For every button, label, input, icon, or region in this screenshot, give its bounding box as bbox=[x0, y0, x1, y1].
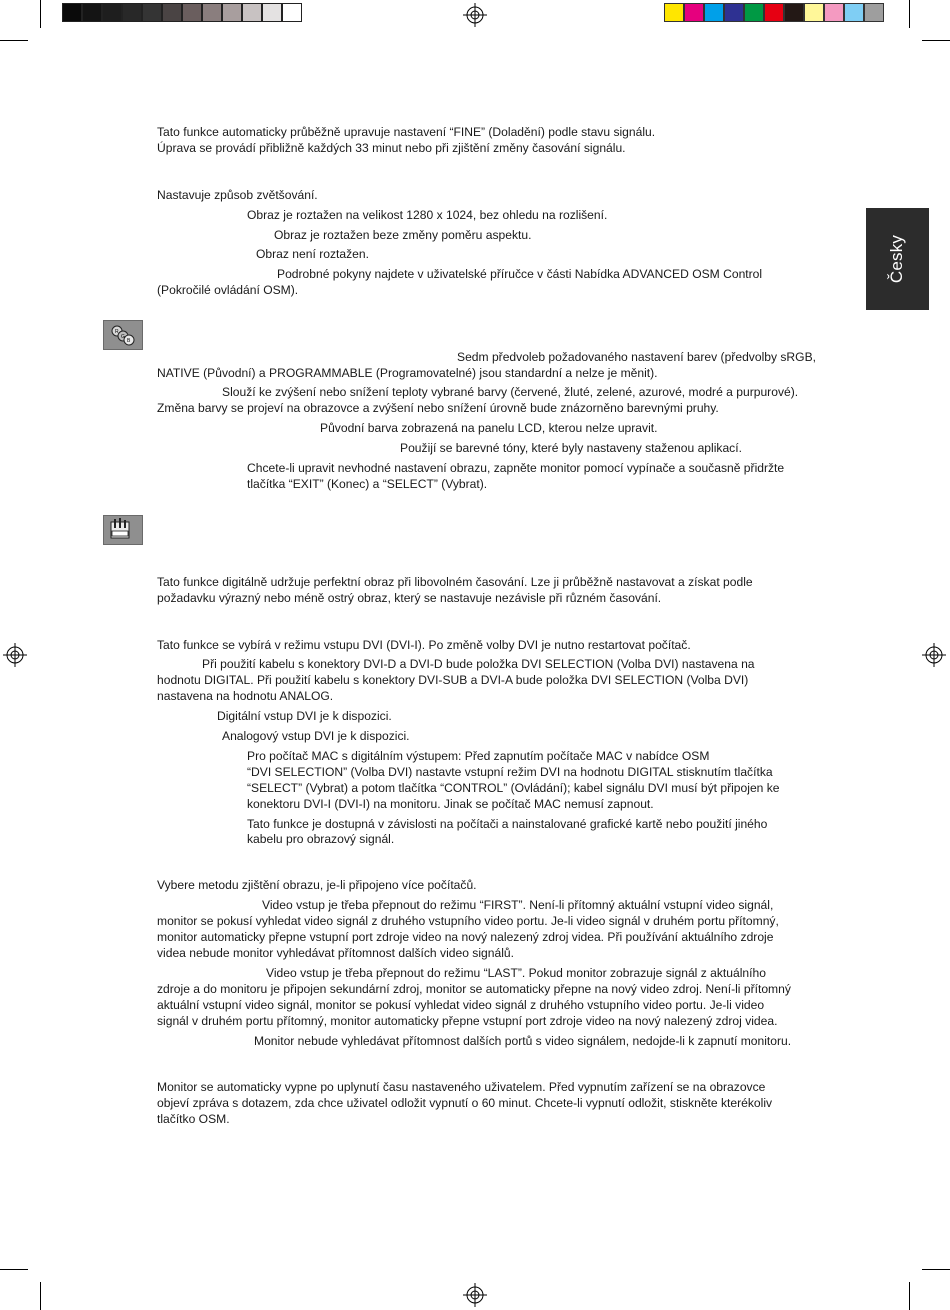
language-tab-label: Česky bbox=[887, 234, 907, 284]
crop-mark bbox=[922, 40, 950, 41]
text-line: Při použití kabelu s konektory DVI-D a DVI-D bude položka DVI SELECTION (Volba DVI) nastavena na bbox=[202, 657, 755, 671]
crop-mark bbox=[40, 0, 41, 28]
text-line: Obraz je roztažen na velikost 1280 x 1024, bez ohledu na rozlišení. bbox=[247, 208, 608, 222]
text-line: Tato funkce se vybírá v režimu vstupu DVI (DVI-I). Po změně volby DVI je nutno restartovat počítač. bbox=[157, 638, 691, 652]
text-line: Tato funkce je dostupná v závislosti na počítači a nainstalované grafické kartě nebo použití jiného bbox=[247, 817, 768, 831]
color-calibration-bar bbox=[664, 3, 884, 22]
grayscale-swatch bbox=[82, 3, 102, 22]
text-line: Analogový vstup DVI je k dispozici. bbox=[222, 729, 410, 743]
crop-mark bbox=[40, 1282, 41, 1310]
text-line: Vybere metodu zjištění obrazu, je-li připojeno více počítačů. bbox=[157, 878, 477, 892]
grayscale-calibration-bar bbox=[62, 3, 302, 22]
text-line: Video vstup je třeba přepnout do režimu “FIRST”. Není-li přítomný aktuální vstupní video signál, bbox=[262, 898, 774, 912]
svg-text:G: G bbox=[121, 334, 125, 340]
text-line: Obraz je roztažen beze změny poměru aspektu. bbox=[274, 228, 532, 242]
color-swatch bbox=[744, 3, 764, 22]
color-swatch bbox=[784, 3, 804, 22]
text-line: “SELECT” (Vybrat) a potom tlačítka “CONTROL” (Ovládání); kabel signálu DVI musí být připojen ke bbox=[247, 781, 780, 795]
registration-mark-top-icon bbox=[463, 3, 487, 27]
text-line: Tato funkce automaticky průběžně upravuje nastavení “FINE” (Doladění) podle stavu signálu. bbox=[157, 125, 656, 139]
text-line: kabelu pro obrazový signál. bbox=[247, 832, 395, 846]
color-swatch bbox=[824, 3, 844, 22]
color-swatch bbox=[844, 3, 864, 22]
text-line: signál v druhém portu přítomný, monitor automaticky přepne vstupní port zdroje video na nový nalezený zdroj videa. bbox=[157, 1014, 778, 1028]
color-swatch bbox=[664, 3, 684, 22]
text-line: konektoru DVI-I (DVI-I) na monitoru. Jinak se počítač MAC nemusí zapnout. bbox=[247, 797, 654, 811]
crop-mark bbox=[909, 1282, 910, 1310]
svg-text:B: B bbox=[127, 338, 131, 344]
color-swatch bbox=[804, 3, 824, 22]
text-line: Pro počítač MAC s digitálním výstupem: Před zapnutím počítače MAC v nabídce OSM bbox=[247, 749, 710, 763]
text-line: monitor automaticky přepne vstupní port zdroje video na nový nalezený zdroj videa. Při používání aktuálního zdroje bbox=[157, 930, 774, 944]
color-wheel-icon bbox=[103, 320, 143, 350]
text-line: Podrobné pokyny najdete v uživatelské příručce v části Nabídka ADVANCED OSM Control bbox=[277, 267, 763, 281]
text-line: Digitální vstup DVI je k dispozici. bbox=[217, 709, 392, 723]
grayscale-swatch bbox=[142, 3, 162, 22]
language-tab bbox=[866, 208, 929, 310]
grayscale-swatch bbox=[102, 3, 122, 22]
text-line: videa nebude monitor vyhledávat přítomnost dalších video signálů. bbox=[157, 946, 514, 960]
grayscale-swatch bbox=[122, 3, 142, 22]
svg-text:R: R bbox=[115, 329, 119, 335]
text-line: požadavku výrazný nebo méně ostrý obraz, který se nastavuje nezávisle při různém časování. bbox=[157, 591, 662, 605]
registration-mark-right-icon bbox=[922, 643, 946, 667]
crop-mark bbox=[0, 40, 28, 41]
color-swatch bbox=[724, 3, 744, 22]
text-line: (Pokročilé ovládání OSM). bbox=[157, 283, 299, 297]
text-line: hodnotu DIGITAL. Při použití kabelu s konektory DVI-SUB a DVI-A bude položka DVI SELECTION (Volba DVI) bbox=[157, 673, 749, 687]
color-swatch bbox=[764, 3, 784, 22]
grayscale-swatch bbox=[162, 3, 182, 22]
text-line: Změna barvy se projeví na obrazovce a zvýšení nebo snížení úrovně bude znázorněno barevnými pruhy. bbox=[157, 401, 719, 415]
grayscale-swatch bbox=[262, 3, 282, 22]
text-line: Monitor se automaticky vypne po uplynutí času nastaveného uživatelem. Před vypnutím zařízení se na obrazovce bbox=[157, 1080, 766, 1094]
text-line: “DVI SELECTION” (Volba DVI) nastavte vstupní režim DVI na hodnotu DIGITAL stisknutím tlačítka bbox=[247, 765, 773, 779]
registration-mark-bottom-icon bbox=[463, 1283, 487, 1307]
crop-mark bbox=[922, 1269, 950, 1270]
color-swatch bbox=[684, 3, 704, 22]
text-line: NATIVE (Původní) a PROGRAMMABLE (Programovatelné) jsou standardní a nelze je měnit). bbox=[157, 366, 658, 380]
text-line: Tato funkce digitálně udržuje perfektní obraz při libovolném časování. Lze ji průběžně nastavovat a získat podle bbox=[157, 575, 753, 589]
text-line: nastavena na hodnotu ANALOG. bbox=[157, 689, 334, 703]
color-swatch bbox=[864, 3, 884, 22]
text-line: Video vstup je třeba přepnout do režimu “LAST”. Pokud monitor zobrazuje signál z aktuálního bbox=[266, 966, 766, 980]
grayscale-swatch bbox=[242, 3, 262, 22]
color-swatch bbox=[704, 3, 724, 22]
crop-mark bbox=[909, 0, 910, 28]
text-line: Nastavuje způsob zvětšování. bbox=[157, 188, 318, 202]
crop-mark bbox=[0, 1269, 28, 1270]
text-line: Úprava se provádí přibližně každých 33 minut nebo při zjištění změny časování signálu. bbox=[157, 141, 626, 155]
text-line: Obraz není roztažen. bbox=[256, 247, 369, 261]
text-line: Použijí se barevné tóny, které byly nastaveny staženou aplikací. bbox=[400, 441, 742, 455]
text-line: objeví zpráva s dotazem, zda chce uživatel odložit vypnutí o 60 minut. Chcete-li vypnutí odložit, stiskněte kterékoliv bbox=[157, 1096, 773, 1110]
text-line: Sedm předvoleb požadovaného nastavení barev (předvolby sRGB, bbox=[457, 350, 816, 364]
grayscale-swatch bbox=[182, 3, 202, 22]
text-line: tlačítka “EXIT” (Konec) a “SELECT” (Vybrat). bbox=[247, 477, 488, 491]
text-line: aktuální vstupní video signál, monitor se pokusí vyhledat video signál z druhého vstupního video portu. Je-li video bbox=[157, 998, 765, 1012]
text-line: zdroje a do monitoru je připojen sekundární zdroj, monitor se automaticky přepne na nový video zdroj. Není-li přítomný bbox=[157, 982, 791, 996]
grayscale-swatch bbox=[202, 3, 222, 22]
grayscale-swatch bbox=[222, 3, 242, 22]
text-line: Chcete-li upravit nevhodné nastavení obrazu, zapněte monitor pomocí vypínače a současně přidržte bbox=[247, 461, 785, 475]
text-line: monitor se pokusí vyhledat video signál z druhého vstupního video portu. Je-li video signál v druhém portu přítomný, bbox=[157, 914, 779, 928]
grayscale-swatch bbox=[62, 3, 82, 22]
text-line: tlačítko OSM. bbox=[157, 1112, 230, 1126]
grayscale-swatch bbox=[282, 3, 302, 22]
tools-icon bbox=[103, 515, 143, 545]
text-line: Monitor nebude vyhledávat přítomnost dalších portů s video signálem, nedojde-li k zapnutí monitoru. bbox=[254, 1034, 792, 1048]
registration-mark-left-icon bbox=[3, 643, 27, 667]
text-line: Slouží ke zvýšení nebo snížení teploty vybrané barvy (červené, žluté, zelené, azurové, modré a purpurové). bbox=[222, 385, 799, 399]
text-line: Původní barva zobrazená na panelu LCD, kterou nelze upravit. bbox=[320, 421, 658, 435]
